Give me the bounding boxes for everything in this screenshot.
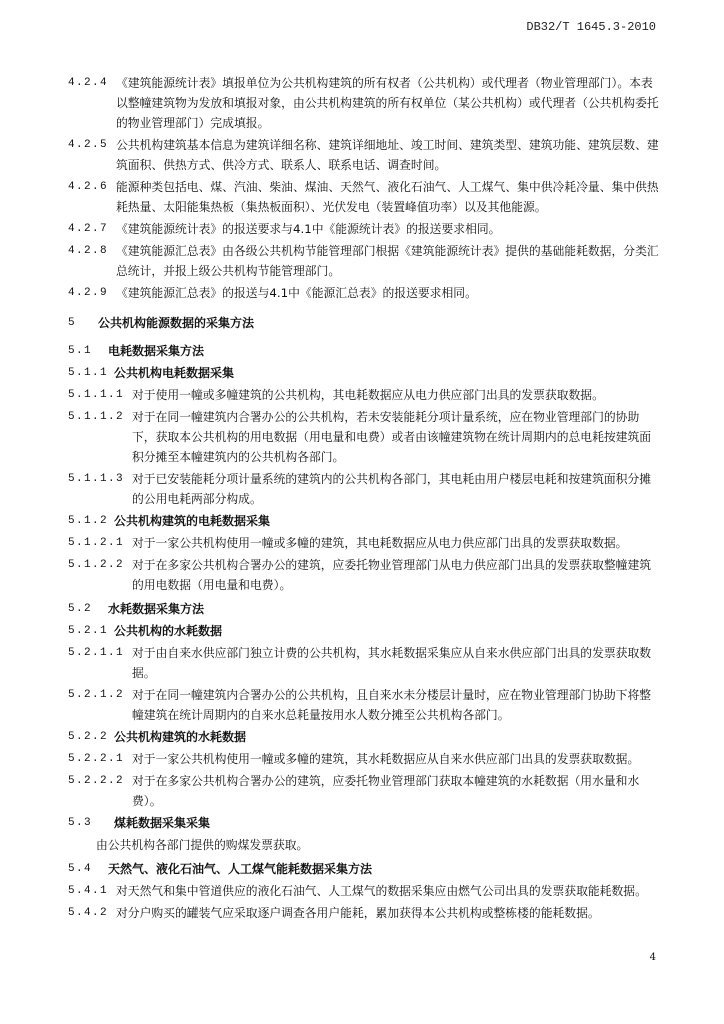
clause-text: 对天然气和集中管道供应的液化石油气、人工煤气的数据采集应由燃气公司出具的发票获取能耗数据。 xyxy=(116,884,647,898)
section-title: 公共机构能源数据的采集方法 xyxy=(98,316,255,330)
clause-5-1-1-2 xyxy=(68,407,660,467)
clause-text: 公共机构建筑基本信息为建筑详细名称、建筑详细地址、竣工时间、建筑类型、建筑功能、建筑层数、建筑面积、供热方式、供冷方式、联系人、联系电话、调查时间。 xyxy=(116,138,659,172)
section-title: 公共机构电耗数据采集 xyxy=(114,366,235,380)
clause-number: 5.2.1.2 xyxy=(68,689,125,701)
clause-number: 5.2.2.2 xyxy=(68,775,125,787)
clause-5-1-2-1 xyxy=(68,533,660,553)
section-5-1-2-heading xyxy=(68,511,660,531)
clause-5-1-1-3 xyxy=(68,469,660,509)
clause-number: 4.2.4 xyxy=(68,77,109,89)
clause-text: 能源种类包括电、煤、汽油、柴油、煤油、天然气、液化石油气、人工煤气、集中供冷耗冷量、集中供热耗热量、太阳能集热板（集热板面积）、光伏发电（装置峰值功率）以及其他能源。 xyxy=(116,180,659,214)
page-number: 4 xyxy=(649,952,656,963)
clause-number: 5.4.1 xyxy=(68,885,109,897)
clause-number: 4.2.9 xyxy=(68,287,109,299)
section-title: 公共机构建筑的水耗数据 xyxy=(114,730,247,744)
clause-text: 对于在同一幢建筑内合署办公的公共机构，若未安装能耗分项计量系统，应在物业管理部门的协助下，获取本公共机构的用电数据（用电量和电费）或者由该幢建筑物在统计周期内的总电耗按建筑面积分摊至本幢建筑内的公共机构各部门。 xyxy=(132,410,652,464)
clause-number: 4.2.8 xyxy=(68,245,109,257)
clause-number: 5.1.2.1 xyxy=(68,537,125,549)
clause-5-2-2-2 xyxy=(68,771,660,811)
clause-text: 对分户购买的罐装气应采取逐户调查各用户能耗，累加获得本公共机构或整栋楼的能耗数据。 xyxy=(116,906,600,920)
section-title: 公共机构建筑的电耗数据采集 xyxy=(114,514,271,528)
clause-text: 对于使用一幢或多幢建筑的公共机构，其电耗数据应从电力供应部门出具的发票获取数据。 xyxy=(132,388,604,402)
clause-5-1-1-1 xyxy=(68,385,660,405)
section-number: 5.1 xyxy=(68,345,93,357)
section-number: 5.2.1 xyxy=(68,625,109,637)
clause-text: 对于在多家公共机构合署办公的建筑，应委托物业管理部门从电力供应部门出具的发票获取整幢建筑的用电数据（用电量和电费）。 xyxy=(132,558,652,592)
clause-4-2-4 xyxy=(68,73,660,133)
clause-5-4-2 xyxy=(68,903,660,923)
clause-4-2-6 xyxy=(68,177,660,217)
section-title: 天然气、液化石油气、人工煤气能耗数据采集方法 xyxy=(108,862,373,876)
clause-4-2-7 xyxy=(68,219,660,239)
section-5-2-2-heading xyxy=(68,727,660,747)
clause-number: 4.2.6 xyxy=(68,181,109,193)
clause-5-4-1 xyxy=(68,881,660,901)
clause-5-2-1-2 xyxy=(68,685,660,725)
section-number: 5.2.2 xyxy=(68,731,109,743)
section-5-3-heading xyxy=(68,813,660,833)
clause-number: 4.2.5 xyxy=(68,139,109,151)
section-5-heading xyxy=(68,313,660,333)
section-title: 公共机构的水耗数据 xyxy=(114,624,223,638)
section-5-2-1-heading xyxy=(68,621,660,641)
clause-number: 5.2.1.1 xyxy=(68,647,125,659)
section-title: 煤耗数据采集采集 xyxy=(114,816,211,830)
standard-code-header: DB32/T 1645.3-2010 xyxy=(526,20,656,34)
clause-number: 5.2.2.1 xyxy=(68,753,125,765)
section-title: 电耗数据采集方法 xyxy=(108,344,205,358)
clause-text: 《建筑能源统计表》的报送要求与4.1中《能源统计表》的报送要求相同。 xyxy=(116,222,501,236)
clause-number: 5.1.2.2 xyxy=(68,559,125,571)
clause-number: 5.1.1.3 xyxy=(68,473,125,485)
section-title: 水耗数据采集方法 xyxy=(108,602,205,616)
clause-text: 《建筑能源统计表》填报单位为公共机构建筑的所有权者（公共机构）或代理者（物业管理部门）。本表以整幢建筑物为发放和填报对象，由公共机构建筑的所有权单位（某公共机构）或代理者（公共机构委托的物业管理部门）完成填报。 xyxy=(116,76,659,130)
section-5-2-heading xyxy=(68,599,660,619)
clause-text: 对于在多家公共机构合署办公的建筑，应委托物业管理部门获取本幢建筑的水耗数据（用水量和水费）。 xyxy=(132,774,640,808)
clause-text: 对于由自来水供应部门独立计费的公共机构，其水耗数据采集应从自来水供应部门出具的发票获取数据。 xyxy=(132,646,652,680)
clause-5-2-2-1 xyxy=(68,749,660,769)
section-number: 5.2 xyxy=(68,603,93,615)
clause-number: 4.2.7 xyxy=(68,223,109,235)
section-number: 5 xyxy=(68,317,77,329)
section-5-3-body: 由公共机构各部门提供的购煤发票获取。 xyxy=(96,838,309,852)
clause-number: 5.4.2 xyxy=(68,907,109,919)
section-5-1-1-heading xyxy=(68,363,660,383)
clause-text: 《建筑能源汇总表》由各级公共机构节能管理部门根据《建筑能源统计表》提供的基础能耗数据，分类汇总统计，并报上级公共机构节能管理部门。 xyxy=(116,244,659,278)
clause-text: 对于一家公共机构使用一幢或多幢的建筑，其电耗数据应从电力供应部门出具的发票获取数据。 xyxy=(132,536,628,550)
clause-text: 对于已安装能耗分项计量系统的建筑内的公共机构各部门，其电耗由用户楼层电耗和按建筑面积分摊的公用电耗两部分构成。 xyxy=(132,472,652,506)
clause-4-2-5 xyxy=(68,135,660,175)
clause-5-2-1-1 xyxy=(68,643,660,683)
clause-text: 对于在同一幢建筑内合署办公的公共机构，且自来水未分楼层计量时，应在物业管理部门协助下将整幢建筑在统计周期内的自来水总耗量按用水人数分摊至公共机构各部门。 xyxy=(132,688,652,722)
document-body xyxy=(68,73,660,925)
clause-number: 5.1.1.1 xyxy=(68,389,125,401)
section-number: 5.1.2 xyxy=(68,515,109,527)
section-number: 5.3 xyxy=(68,817,93,829)
clause-5-1-2-2 xyxy=(68,555,660,595)
section-number: 5.4 xyxy=(68,863,93,875)
section-5-4-heading xyxy=(68,859,660,879)
clause-text: 对于一家公共机构使用一幢或多幢的建筑，其水耗数据应从自来水供应部门出具的发票获取数据。 xyxy=(132,752,640,766)
clause-4-2-8 xyxy=(68,241,660,281)
clause-number: 5.1.1.2 xyxy=(68,411,125,423)
section-number: 5.1.1 xyxy=(68,367,109,379)
clause-text: 《建筑能源汇总表》的报送与4.1中《能源汇总表》的报送要求相同。 xyxy=(116,286,477,300)
section-5-1-heading xyxy=(68,341,660,361)
clause-4-2-9 xyxy=(68,283,660,303)
